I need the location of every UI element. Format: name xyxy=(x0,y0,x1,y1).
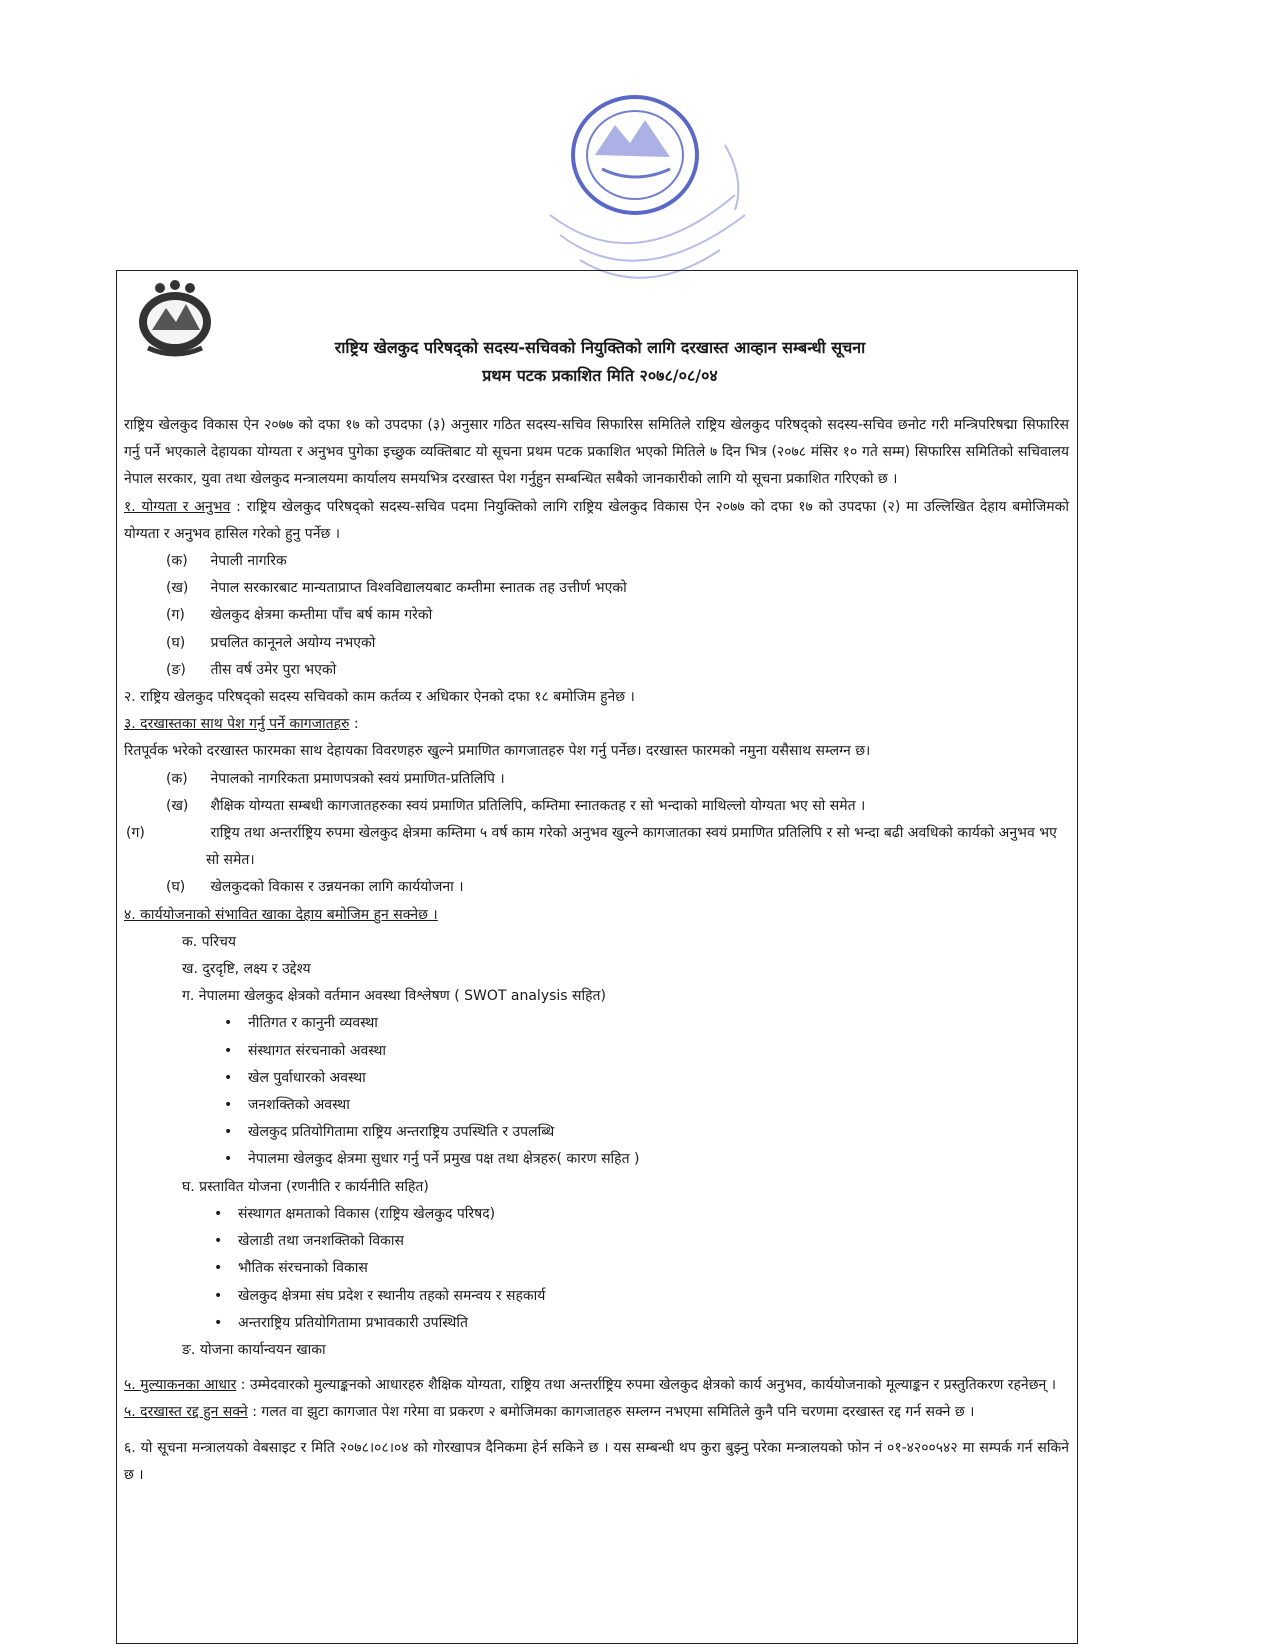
list-item: (ख) नेपाल सरकारबाट मान्यताप्राप्त विश्वविद्यालयबाट कम्तीमा स्नातक तह उत्तीर्ण भएको xyxy=(166,580,627,597)
section-duties: २. राष्ट्रिय खेलकुद परिषद्को सदस्य सचिवको काम कर्तव्य र अधिकार ऐनको दफा १८ बमोजिम हुनेछ । xyxy=(124,689,635,706)
section-workplan-heading: ४. कार्ययोजनाको संभावित खाका देहाय बमोजिम हुन सक्नेछ । xyxy=(124,906,438,923)
workplan-outline-3 xyxy=(124,1337,1069,1364)
section-qualification-heading: १. योग्यता र अनुभव xyxy=(124,498,231,515)
bullet-item: • नीतिगत र कानुनी व्यवस्था xyxy=(224,1015,378,1032)
bullet-item: • नेपालमा खेलकुद क्षेत्रमा सुधार गर्नु पर्ने प्रमुख पक्ष तथा क्षेत्रहरु( कारण सहित ) xyxy=(224,1151,640,1168)
section-qualification-text: : राष्ट्रिय खेलकुद परिषद्को सदस्य-सचिव पदमा नियुक्तिको लागि राष्ट्रिय खेलकुद विकास ऐन २०७७ को दफा १७ को उपदफा (२) मा उल्लिखित देहाय बमोजिमको योग्यता र अनुभव हासिल गरेको हुनु पर्नेछ । xyxy=(124,498,1070,542)
ministry-seal-stamp xyxy=(520,85,760,285)
workplan-item: ग. नेपालमा खेलकुद क्षेत्रको वर्तमान अवस्था विश्लेषण ( SWOT analysis सहित) xyxy=(182,988,606,1005)
list-item: (ग) राष्ट्रिय तथा अन्तर्राष्ट्रिय रुपमा खेलकुद क्षेत्रमा कम्तिमा ५ वर्ष काम गरेको अनुभव खुल्ने कागजातका स्वयं प्रमाणित प्रतिलिपि र सो भन्दा बढी अवधिको कार्यको अनुभव भए सो समेत। xyxy=(126,825,1057,869)
bullet-item: • खेल पुर्वाधारको अवस्था xyxy=(224,1069,366,1086)
bullet-item: • भौतिक संरचनाको विकास xyxy=(214,1260,368,1277)
list-item: (घ) प्रचलित कानूनले अयोग्य नभएको xyxy=(166,634,376,651)
bullet-item: • संस्थागत संरचनाको अवस्था xyxy=(224,1042,387,1059)
bullet-item: • अन्तराष्ट्रिय प्रतियोगितामा प्रभावकारी उपस्थिति xyxy=(214,1314,468,1331)
workplan-outline xyxy=(124,929,1069,1011)
workplan-item: ङ. योजना कार्यान्वयन खाका xyxy=(182,1341,326,1358)
section-rejection: ५. दरखास्त रद्द हुन सक्ने : गलत वा झुटा कागजात पेश गरेमा वा प्रकरण २ बमोजिमका कागजातहरु सम्लग्न नभएमा समितिले कुनै पनि चरणमा दरखास्त रद्द गर्न सक्ने छ । xyxy=(124,1404,975,1421)
documents-list xyxy=(124,766,1069,902)
bullet-item: • खेलकुद क्षेत्रमा संघ प्रदेश र स्थानीय तहको समन्वय र सहकार्य xyxy=(214,1287,546,1304)
government-emblem-icon xyxy=(130,278,220,358)
list-item: (ख) शैक्षिक योग्यता सम्बधी कागजातहरुका स्वयं प्रमाणित प्रतिलिपि, कम्तिमा स्नातकतह र सो भन्दाको माथिल्लो योग्यता भए सो समेत । xyxy=(166,797,866,814)
analysis-bullets xyxy=(124,1010,1069,1173)
bullet-item: • संस्थागत क्षमताको विकास (राष्ट्रिय खेलकुद परिषद) xyxy=(214,1205,496,1222)
section-evaluation: ५. मुल्याकनका आधार : उम्मेदवारको मुल्याङ्कनको आधारहरु शैक्षिक योग्यता, राष्ट्रिय तथा अन्तर्राष्ट्रिय रुपमा खेलकुद क्षेत्रको कार्य अनुभव, कार्ययोजनाको मूल्याङ्कन र प्रस्तुतिकरण रहनेछन् । xyxy=(124,1377,1057,1394)
workplan-outline-2 xyxy=(124,1174,1069,1201)
workplan-item: ख. दुरदृष्टि, लक्ष्य र उद्देश्य xyxy=(182,961,311,978)
bullet-item: • जनशक्तिको अवस्था xyxy=(224,1097,350,1114)
list-item: (ङ) तीस वर्ष उमेर पुरा भएको xyxy=(166,661,337,678)
workplan-item: क. परिचय xyxy=(182,933,236,950)
section-documents-heading: ३. दरखास्तका साथ पेश गर्नु पर्ने कागजातहरु : xyxy=(124,716,359,733)
section-documents-text: रितपूर्वक भरेको दरखास्त फारमका साथ देहायका विवरणहरु खुल्ने प्रमाणित कागजातहरु पेश गर्नु पर्नेछ। दरखास्त फारमको नमुना यसैसाथ सम्लग्न छ। xyxy=(124,743,871,760)
list-item: (क) नेपाली नागरिक xyxy=(166,553,287,570)
workplan-item: घ. प्रस्तावित योजना (रणनीति र कार्यनीति सहित) xyxy=(182,1178,429,1195)
bullet-item: • खेलाडी तथा जनशक्तिको विकास xyxy=(214,1233,405,1250)
notice-heading xyxy=(240,334,960,390)
list-item: (क) नेपालको नागरिकता प्रमाणपत्रको स्वयं प्रमाणित-प्रतिलिपि । xyxy=(166,770,505,787)
proposal-bullets xyxy=(124,1201,1069,1337)
bullet-item: • खेलकुद प्रतियोगितामा राष्ट्रिय अन्तराष्ट्रिय उपस्थिति र उपलब्धि xyxy=(224,1124,555,1141)
section-qualification xyxy=(124,494,1069,548)
section-contact: ६. यो सूचना मन्त्रालयको वेबसाइट र मिति २०७८।०८।०४ को गोरखापत्र दैनिकमा हेर्न सकिने छ । यस सम्बन्धी थप कुरा बुझ्नु परेका मन्त्रालयको फोन नं ०१-४२००५४२ मा सम्पर्क गर्न सकिने छ । xyxy=(124,1439,1069,1483)
notice-published-date: प्रथम पटक प्रकाशित मिति २०७८/०८/०४ xyxy=(482,366,718,385)
notice-title: राष्ट्रिय खेलकुद परिषद्को सदस्य-सचिवको नियुक्तिको लागि दरखास्त आव्हान सम्बन्धी सूचना xyxy=(334,338,866,357)
intro-paragraph: राष्ट्रिय खेलकुद विकास ऐन २०७७ को दफा १७ को उपदफा (३) अनुसार गठित सदस्य-सचिव सिफारिस समितिले राष्ट्रिय खेलकुद परिषद्को सदस्य-सचिव छनोट गरी मन्त्रिपरिषद्मा सिफारिस गर्नु पर्ने भएकाले देहायका योग्यता र अनुभव पुगेका इच्छुक व्यक्तिबाट यो सूचना प्रथम पटक प्रकाशित भएको मितिले ७ दिन भित्र (२०७८ मंसिर १० गते सम्म) सिफारिस समितिको सचिवालय नेपाल सरकार, युवा तथा खेलकुद मन्त्रालयमा कार्यालय समयभित्र दरखास्त पेश गर्नुहुन सम्बन्धित सबैको जानकारीको लागि यो सूचना प्रकाशित गरिएको छ । xyxy=(124,417,1069,488)
notice-body xyxy=(124,412,1069,1489)
qualification-list xyxy=(124,548,1069,684)
list-item: (ग) खेलकुद क्षेत्रमा कम्तीमा पाँच बर्ष काम गरेको xyxy=(166,607,433,624)
list-item: (घ) खेलकुदको विकास र उन्नयनका लागि कार्ययोजना । xyxy=(166,879,464,896)
